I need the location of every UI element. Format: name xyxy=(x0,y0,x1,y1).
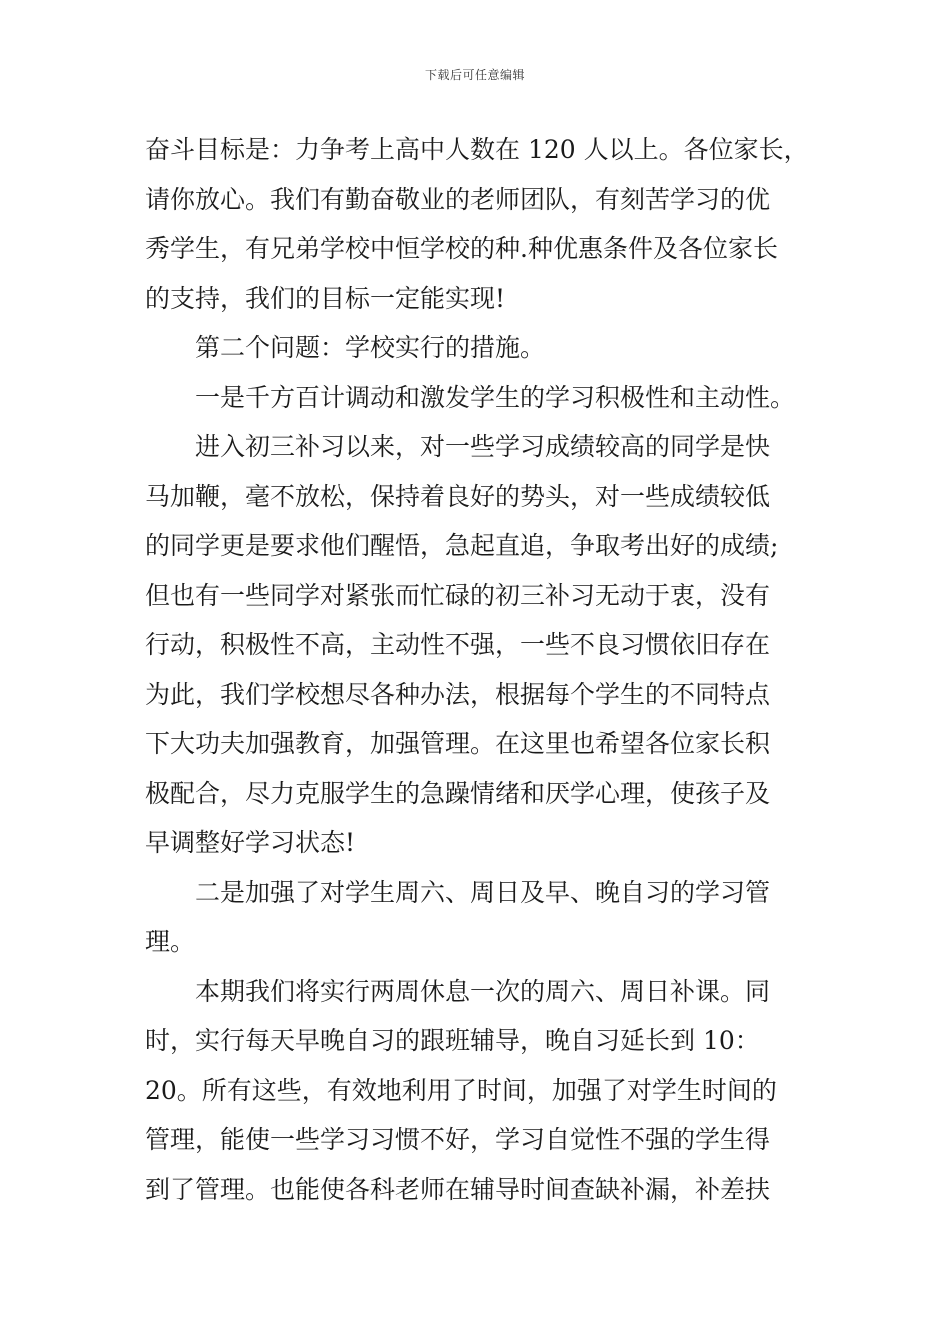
text-line: 请你放心。我们有勤奋敬业的老师团队，有刻苦学习的优 xyxy=(145,184,771,214)
text-line: 奋斗目标是：力争考上高中人数在 120 人以上。各位家长， xyxy=(145,135,809,164)
text-line: 秀学生，有兄弟学校中恒学校的种.种优惠条件及各位家长 xyxy=(145,234,778,263)
text-line: 的支持，我们的目标一定能实现! xyxy=(145,283,506,313)
text-line: 本期我们将实行两周休息一次的周六、周日补课。同 xyxy=(195,976,771,1006)
section-heading: 第二个问题：学校实行的措施。 xyxy=(195,333,546,362)
text-line: 早调整好学习状态! xyxy=(145,828,356,857)
subsection-heading: 一是千方百计调动和激发学生的学习积极性和主动性。 xyxy=(195,382,796,412)
text-line: 下大功夫加强教育，加强管理。在这里也希望各位家长积 xyxy=(145,729,771,758)
text-line: 马加鞭，毫不放松，保持着良好的势头，对一些成绩较低 xyxy=(145,481,771,511)
text-line: 管理，能使一些学习习惯不好，学习自觉性不强的学生得 xyxy=(145,1125,771,1154)
subsection-heading: 二是加强了对学生周六、周日及早、晚自习的学习管 xyxy=(195,877,771,907)
text-line: 20。所有这些，有效地利用了时间，加强了对学生时间的 xyxy=(145,1075,777,1105)
text-line: 为此，我们学校想尽各种办法，根据每个学生的不同特点 xyxy=(145,679,771,709)
text-line: 但也有一些同学对紧张而忙碌的初三补习无动于衷，没有 xyxy=(145,580,771,610)
text-line: 时，实行每天早晚自习的跟班辅导，晚自习延长到 10： xyxy=(145,1026,760,1055)
text-line: 到了管理。也能使各科老师在辅导时间查缺补漏，补差扶 xyxy=(145,1174,771,1204)
text-line: 极配合，尽力克服学生的急躁情绪和厌学心理，使孩子及 xyxy=(145,778,771,808)
document-body xyxy=(145,125,809,1214)
text-line: 理。 xyxy=(145,927,196,956)
text-line: 进入初三补习以来，对一些学习成绩较高的同学是快 xyxy=(195,432,771,461)
text-line: 的同学更是要求他们醒悟，急起直追，争取考出好的成绩; xyxy=(145,531,779,560)
text-line: 行动，积极性不高，主动性不强，一些不良习惯依旧存在 xyxy=(145,630,771,659)
page-header: 下载后可任意编辑 xyxy=(424,68,525,82)
